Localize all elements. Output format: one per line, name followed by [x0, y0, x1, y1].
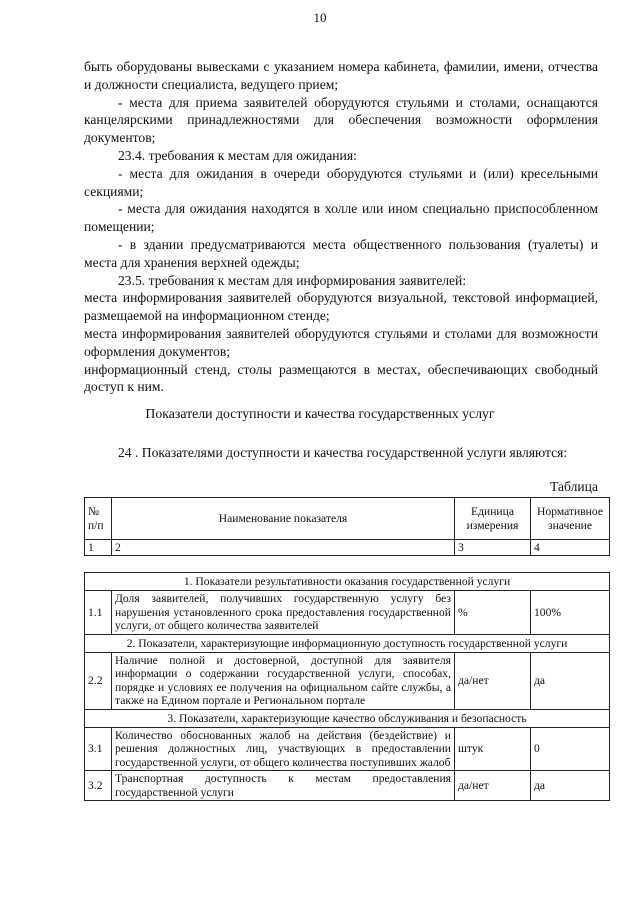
table-row [85, 591, 610, 634]
paragraph: информационный стенд, столы размещаются в местах, обеспечивающих свободный доступ к ним. [84, 361, 598, 395]
header-index-cell: 4 [531, 540, 610, 556]
row-value: 0 [531, 728, 610, 771]
section-title: 1. Показатели результативности оказания государственной услуги [85, 573, 610, 591]
row-number: 2.2 [85, 653, 112, 710]
page-number: 10 [313, 10, 327, 25]
section-row [85, 709, 610, 727]
row-name: Транспортная доступность к местам предоставления государственной услуги [112, 771, 455, 801]
paragraph: - места для приема заявителей оборудуются стульями и столами, оснащаются канцелярскими принадлежностями для обеспечения возможности оформления документов; [84, 94, 598, 146]
row-value: 100% [531, 591, 610, 634]
header-index-cell: 1 [85, 540, 112, 556]
paragraph: - места для ожидания находятся в холле или ином специально приспособленном помещении; [84, 201, 598, 235]
paragraph: места информирования заявителей оборудуются стульями и столами для возможности оформления документов; [84, 325, 598, 359]
paragraph: - места для ожидания в очереди оборудуются стульями и (или) кресельными секциями; [84, 165, 598, 199]
section-heading: Показатели доступности и качества государственных услуг [145, 406, 495, 421]
paragraph-24 [84, 444, 598, 462]
table-row [85, 540, 610, 556]
indicators-table [84, 572, 610, 801]
section-title: 2. Показатели, характеризующие информационную доступность государственной услуги [85, 634, 610, 652]
row-name: Доля заявителей, получивших государственную услугу без нарушения установленного срока предоставления государственной услуги, от общего количества заявителей [112, 591, 455, 634]
row-name: Количество обоснованных жалоб на действия (бездействие) и решения должностных лиц, участвующих в предоставлении государственной услуги, от общего количества поступивших жалоб [112, 728, 455, 771]
header-cell-num: № п/п [85, 498, 112, 540]
header-cell-name: Наименование показателя [112, 498, 455, 540]
row-unit: штук [455, 728, 531, 771]
row-number: 1.1 [85, 591, 112, 634]
row-name: Наличие полной и достоверной, доступной для заявителя информации о содержании государственной услуги, способах, порядке и условиях ее получения на официальном сайте службы, а также на Едином портале и Региональном портале [112, 653, 455, 710]
row-unit: да/нет [455, 653, 531, 710]
table-row [85, 653, 610, 710]
paragraph: 24 . Показателями доступности и качества государственной услуги являются: [118, 445, 568, 460]
row-value: да [531, 653, 610, 710]
row-unit: да/нет [455, 771, 531, 801]
header-index-cell: 3 [455, 540, 531, 556]
section-row [85, 573, 610, 591]
body-text [84, 58, 598, 396]
table-header [84, 497, 610, 556]
paragraph: 23.4. требования к местам для ожидания: [118, 147, 357, 163]
header-index-cell: 2 [112, 540, 455, 556]
section-title: 3. Показатели, характеризующие качество обслуживания и безопасность [85, 709, 610, 727]
row-number: 3.1 [85, 728, 112, 771]
row-number: 3.2 [85, 771, 112, 801]
row-value: да [531, 771, 610, 801]
section-row [85, 634, 610, 652]
row-unit: % [455, 591, 531, 634]
paragraph: быть оборудованы вывесками с указанием номера кабинета, фамилии, имени, отчества и должности специалиста, ведущего прием; [84, 59, 598, 92]
table-label: Таблица [550, 479, 598, 494]
table-row [85, 498, 610, 540]
table-row [85, 728, 610, 771]
paragraph: места информирования заявителей оборудуются визуальной, текстовой информацией, размещаемой на информационном стенде; [84, 290, 598, 324]
header-cell-unit: Единица измерения [455, 498, 531, 540]
paragraph: - в здании предусматриваются места общественного пользования (туалеты) и места для хранения верхней одежды; [84, 236, 598, 270]
table-row [85, 771, 610, 801]
header-cell-norm: Нормативное значение [531, 498, 610, 540]
paragraph: 23.5. требования к местам для информирования заявителей: [118, 272, 467, 288]
